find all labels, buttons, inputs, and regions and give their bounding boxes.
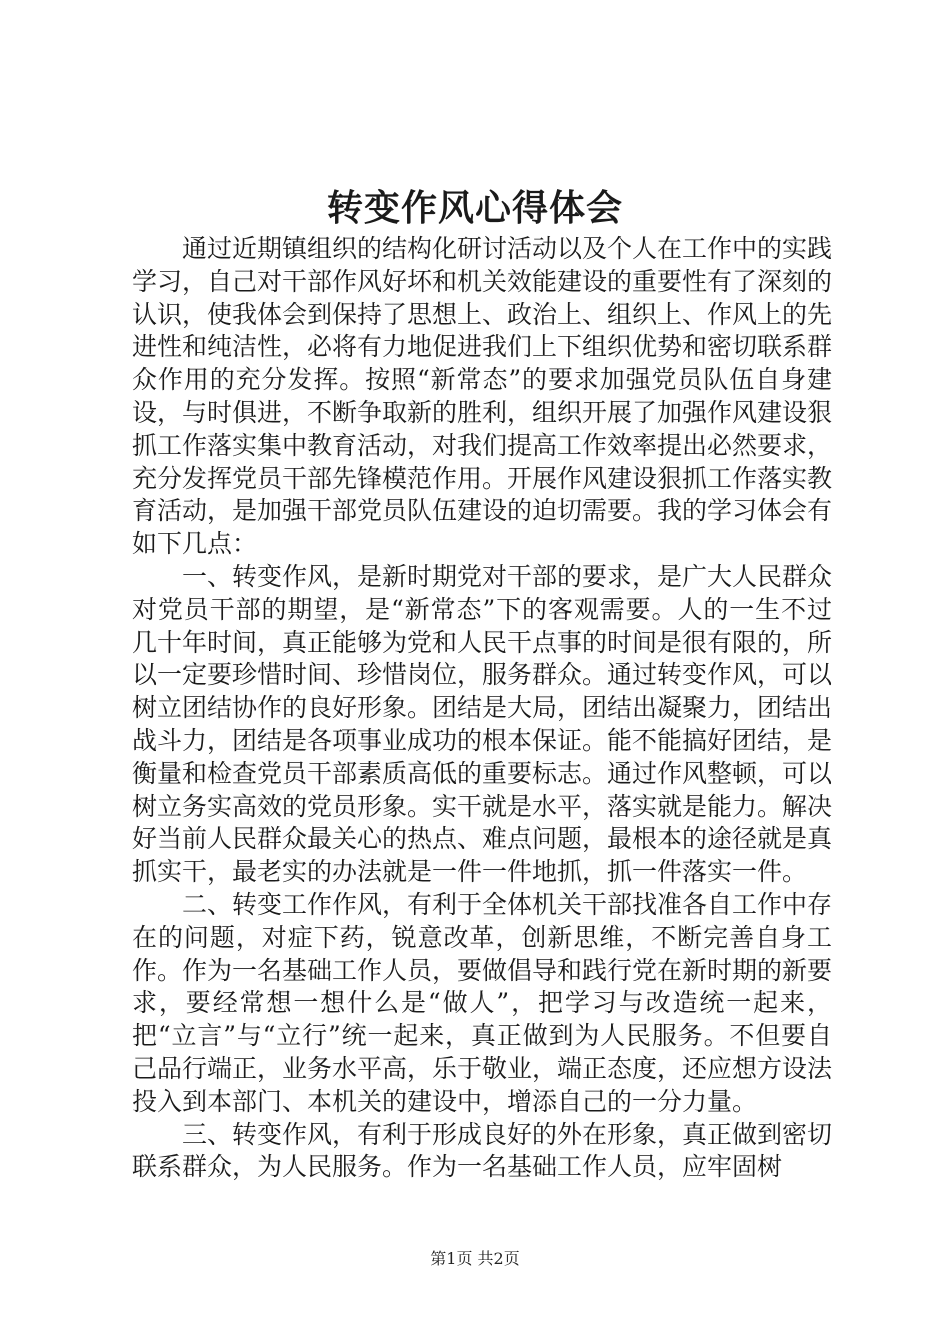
document-title: 转变作风心得体会 [326, 187, 623, 229]
paragraph-point-three: 三、转变作风，有利于形成良好的外在形象，真正做到密切联系群众，为人民服务。作为一名基础工作人员，应牢固树 [132, 1119, 833, 1182]
page-number-footer: 第1页 共2页 [430, 1249, 520, 1268]
document-body [132, 233, 832, 1184]
paragraph-point-two: 二、转变工作作风，有利于全体机关干部找准各自工作中存在的问题，对症下药，锐意改革，创新思维，不断完善自身工作。作为一名基础工作人员，要做倡导和践行党在新时期的新要求，要经常想一想什么是“做人”，把学习与改造统一起来，把“立言”与“立行”统一起来，真正做到为人民服务。不但要自己品行端正，业务水平高，乐于敬业，端正态度，还应想方设法投入到本部门、本机关的建设中，增添自己的一分力量。 [132, 889, 833, 1116]
paragraph-intro: 通过近期镇组织的结构化研讨活动以及个人在工作中的实践学习，自己对干部作风好坏和机关效能建设的重要性有了深刻的认识，使我体会到保持了思想上、政治上、组织上、作风上的先进性和纯洁性，必将有力地促进我们上下组织优势和密切联系群众作用的充分发挥。按照“新常态”的要求加强党员队伍自身建设，与时俱进，不断争取新的胜利，组织开展了加强作风建设狠抓工作落实集中教育活动，对我们提高工作效率提出必然要求，充分发挥党员干部先锋模范作用。开展作风建设狠抓工作落实教育活动，是加强干部党员队伍建设的迫切需要。我的学习体会有如下几点： [132, 234, 833, 559]
paragraph-point-one: 一、转变作风，是新时期党对干部的要求，是广大人民群众对党员干部的期望，是“新常态”下的客观需要。人的一生不过几十年时间，真正能够为党和人民干点事的时间是很有限的，所以一定要珍惜时间、珍惜岗位，服务群众。通过转变作风，可以树立团结协作的良好形象。团结是大局，团结出凝聚力，团结出战斗力，团结是各项事业成功的根本保证。能不能搞好团结，是衡量和检查党员干部素质高低的重要标志。通过作风整顿，可以树立务实高效的党员形象。实干就是水平，落实就是能力。解决好当前人民群众最关心的热点、难点问题，最根本的途径就是真抓实干，最老实的办法就是一件一件地抓，抓一件落实一件。 [132, 561, 833, 887]
